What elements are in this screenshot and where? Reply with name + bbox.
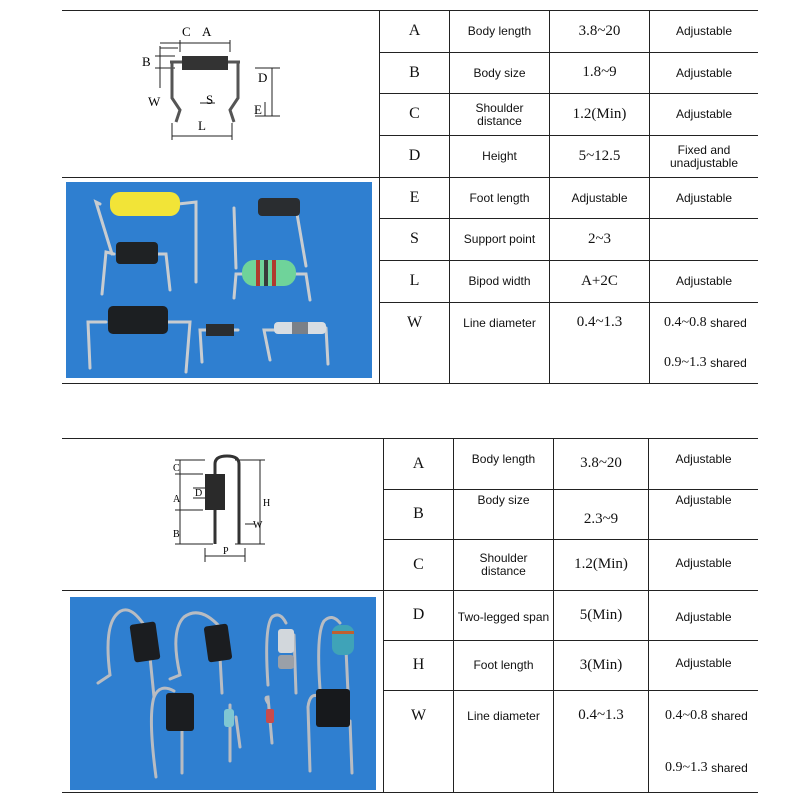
table2-row-c-param: Shoulder distance — [479, 551, 528, 578]
diagram2-label-c: C — [173, 463, 180, 474]
table1-row-w-note1 — [650, 303, 758, 343]
table2-row-b-letter: B — [413, 505, 424, 523]
table2-row-b-param: Body size — [477, 492, 530, 507]
table2-row-w-note2-shared: shared — [711, 760, 748, 775]
table1-row-c-letter: C — [409, 105, 420, 123]
diagram1-label-d: D — [258, 70, 268, 85]
table1-row-w-note2 — [650, 345, 758, 381]
table2-divider-left — [62, 590, 384, 591]
table1-row-e-param: Foot length — [469, 190, 530, 205]
table2-row-w-note1 — [649, 696, 758, 736]
table2-bottom-border — [62, 792, 758, 793]
table1-row-s-letter: S — [410, 230, 419, 248]
table2-row-a-letter: A — [412, 454, 425, 472]
vertical-components-photo — [70, 597, 376, 790]
table2-row-d-param: Two-legged span — [457, 609, 550, 624]
table1-row-w-note1-range: 0.4~0.8 — [664, 314, 707, 330]
diagram1-drawing — [130, 18, 290, 143]
table1-row-b-value: 1.8~9 — [582, 64, 617, 81]
table2-row-h-note: Adjustable — [675, 655, 732, 670]
table1-row-w-note2-range: 0.9~1.3 — [664, 354, 707, 370]
table2-row-d-letter: D — [412, 606, 425, 624]
table2-row-b-note: Adjustable — [675, 492, 732, 507]
table2-row-c-note: Adjustable — [675, 555, 732, 570]
table2-row-w-value: 0.4~1.3 — [578, 707, 624, 724]
table2-row-b-value: 2.3~9 — [583, 510, 619, 527]
table1-row-d-note: Fixed and unadjustable — [669, 142, 739, 170]
vertical-component-dimension-diagram — [165, 452, 285, 570]
table2-row-d-value: 5(Min) — [579, 606, 623, 623]
table2-row-h-param: Foot length — [473, 658, 534, 673]
diagram1-label-e: E — [254, 102, 262, 117]
table1-row-l-note: Adjustable — [675, 274, 733, 289]
table1-row-w-note1-shared: shared — [710, 315, 747, 330]
photo1-drawing — [66, 182, 372, 378]
diagram2-label-h: H — [263, 498, 271, 509]
table1-row-c-param: Shoulder distance — [475, 100, 524, 128]
table1-row-a-param: Body length — [467, 24, 532, 39]
table1-row-c-note: Adjustable — [675, 107, 733, 122]
diagram2-drawing — [165, 452, 285, 570]
table2-row-w-note2-range: 0.9~1.3 — [665, 759, 708, 775]
diagram2-label-d: D — [195, 488, 203, 499]
diagram1-label-w: W — [148, 94, 161, 109]
diagram1-label-a: A — [202, 24, 212, 39]
diagram2-label-b: B — [173, 529, 180, 540]
table1-row-e-note: Adjustable — [675, 190, 733, 205]
table1-row-w-letter: W — [406, 313, 423, 331]
table2-row-c-value: 1.2(Min) — [574, 556, 628, 573]
diagram2-label-w: W — [253, 520, 263, 531]
table1-row-s-value: 2~3 — [587, 230, 612, 247]
table1-divider-left — [62, 177, 380, 178]
table1-row-b-letter: B — [409, 63, 420, 81]
table2-row-d-note: Adjustable — [675, 609, 732, 624]
table1-row-c-value: 1.2(Min) — [572, 105, 627, 122]
table1-row-b-note: Adjustable — [675, 65, 733, 80]
table1-row-d-value: 5~12.5 — [578, 147, 621, 164]
table1-row-a-value: 3.8~20 — [578, 22, 621, 39]
table1-row-s-note — [650, 219, 758, 260]
table1-row-d-param: Height — [482, 149, 517, 164]
table1-row-w-param: Line diameter — [463, 315, 536, 330]
diagram1-label-c: C — [182, 24, 191, 39]
diagram1-label-b: B — [142, 54, 151, 69]
table2-row-w-note2 — [649, 748, 758, 788]
diagram2-label-a: A — [173, 494, 181, 505]
table2-row-w-letter: W — [410, 706, 427, 724]
table1-row-b-param: Body size — [473, 65, 526, 80]
table1-row-d-letter: D — [408, 147, 421, 165]
table1-bottom-border — [62, 383, 758, 384]
table1-row-e-letter: E — [409, 188, 420, 206]
table1-row-l-value: A+2C — [581, 272, 618, 289]
axial-component-dimension-diagram — [130, 18, 290, 143]
table1-row-a-note: Adjustable — [675, 24, 733, 39]
table1-row-w-note2-shared: shared — [710, 355, 747, 370]
table2-row-w-note1-shared: shared — [711, 708, 748, 723]
table2-row-a-note: Adjustable — [675, 451, 732, 466]
table1-row-s-param: Support point — [463, 232, 536, 247]
table1-row-w-value: 0.4~1.3 — [576, 314, 623, 331]
table1-row-l-letter: L — [409, 272, 420, 290]
table1-row-l-param: Bipod width — [468, 274, 531, 289]
table2-row-h-letter: H — [412, 656, 425, 674]
axial-components-photo — [66, 182, 372, 378]
table2-row-c-letter: C — [413, 555, 424, 573]
table2-row-w-note1-range: 0.4~0.8 — [665, 707, 708, 723]
table2-row-w-param: Line diameter — [467, 708, 540, 723]
table1-row-a-letter: A — [408, 22, 421, 40]
table2-row-a-value: 3.8~20 — [580, 455, 622, 472]
diagram2-label-p: P — [223, 546, 229, 557]
table2-row-h-value: 3(Min) — [579, 656, 623, 673]
diagram1-label-l: L — [198, 118, 206, 133]
table1-row-e-value: Adjustable — [571, 190, 628, 205]
photo2-drawing — [70, 597, 376, 790]
table2-row-a-param: Body length — [471, 451, 536, 466]
diagram1-label-s: S — [206, 92, 214, 107]
